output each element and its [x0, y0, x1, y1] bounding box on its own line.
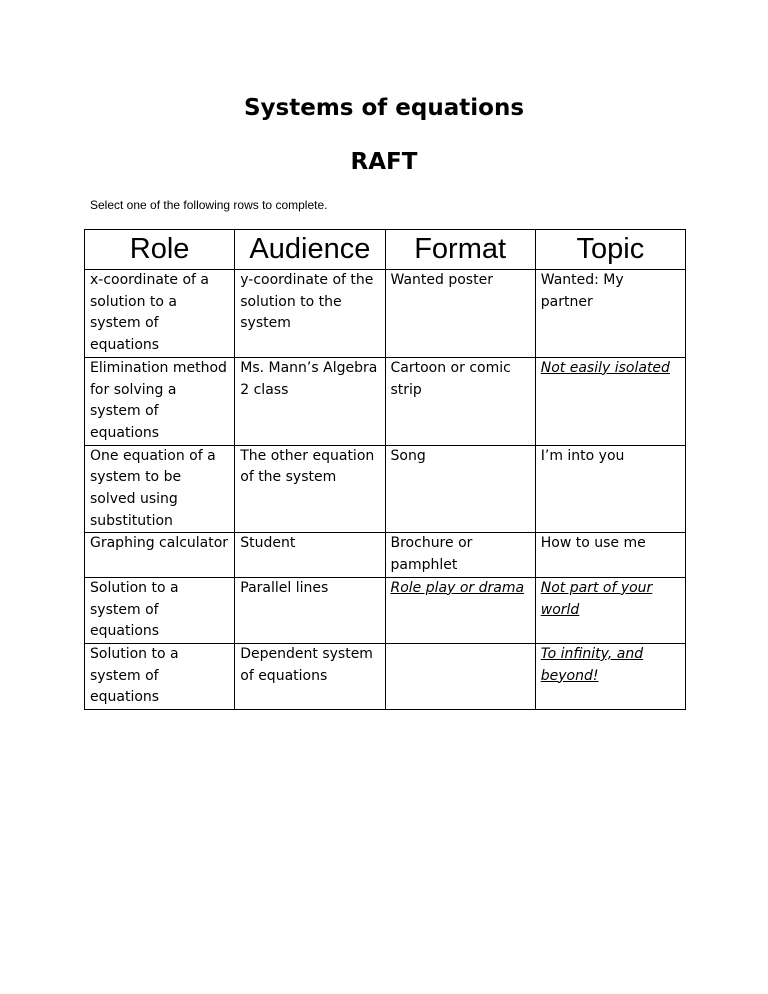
header-role: Role — [85, 230, 235, 270]
cell-topic: Not easily isolated — [535, 357, 685, 445]
cell-role: x-coordinate of a solution to a system of equations — [85, 270, 235, 358]
instructions-text: Select one of the following rows to complete. — [90, 198, 328, 212]
header-format: Format — [385, 230, 535, 270]
cell-topic: Not part of your world — [535, 577, 685, 643]
cell-audience: Parallel lines — [235, 577, 385, 643]
cell-audience: y-coordinate of the solution to the system — [235, 270, 385, 358]
cell-format: Role play or drama — [385, 577, 535, 643]
table-row — [85, 357, 686, 445]
cell-topic: I’m into you — [535, 445, 685, 533]
cell-role: One equation of a system to be solved using substitution — [85, 445, 235, 533]
raft-table — [84, 229, 686, 710]
cell-topic: Wanted: My partner — [535, 270, 685, 358]
cell-role: Solution to a system of equations — [85, 643, 235, 709]
cell-audience: Student — [235, 533, 385, 577]
cell-format — [385, 643, 535, 709]
table-row — [85, 577, 686, 643]
header-audience: Audience — [235, 230, 385, 270]
table-row — [85, 533, 686, 577]
table-row — [85, 643, 686, 709]
cell-audience: Ms. Mann’s Algebra 2 class — [235, 357, 385, 445]
cell-topic: How to use me — [535, 533, 685, 577]
cell-format: Song — [385, 445, 535, 533]
cell-role: Elimination method for solving a system of equations — [85, 357, 235, 445]
header-topic: Topic — [535, 230, 685, 270]
cell-format: Brochure or pamphlet — [385, 533, 535, 577]
cell-topic: To infinity, and beyond! — [535, 643, 685, 709]
table-row — [85, 445, 686, 533]
table-header-row — [85, 230, 686, 270]
page-title: Systems of equations — [243, 95, 525, 121]
cell-role: Solution to a system of equations — [85, 577, 235, 643]
cell-audience: The other equation of the system — [235, 445, 385, 533]
cell-format: Cartoon or comic strip — [385, 357, 535, 445]
cell-format: Wanted poster — [385, 270, 535, 358]
cell-role: Graphing calculator — [85, 533, 235, 577]
cell-audience: Dependent system of equations — [235, 643, 385, 709]
page-subtitle: RAFT — [350, 149, 418, 175]
table-row — [85, 270, 686, 358]
